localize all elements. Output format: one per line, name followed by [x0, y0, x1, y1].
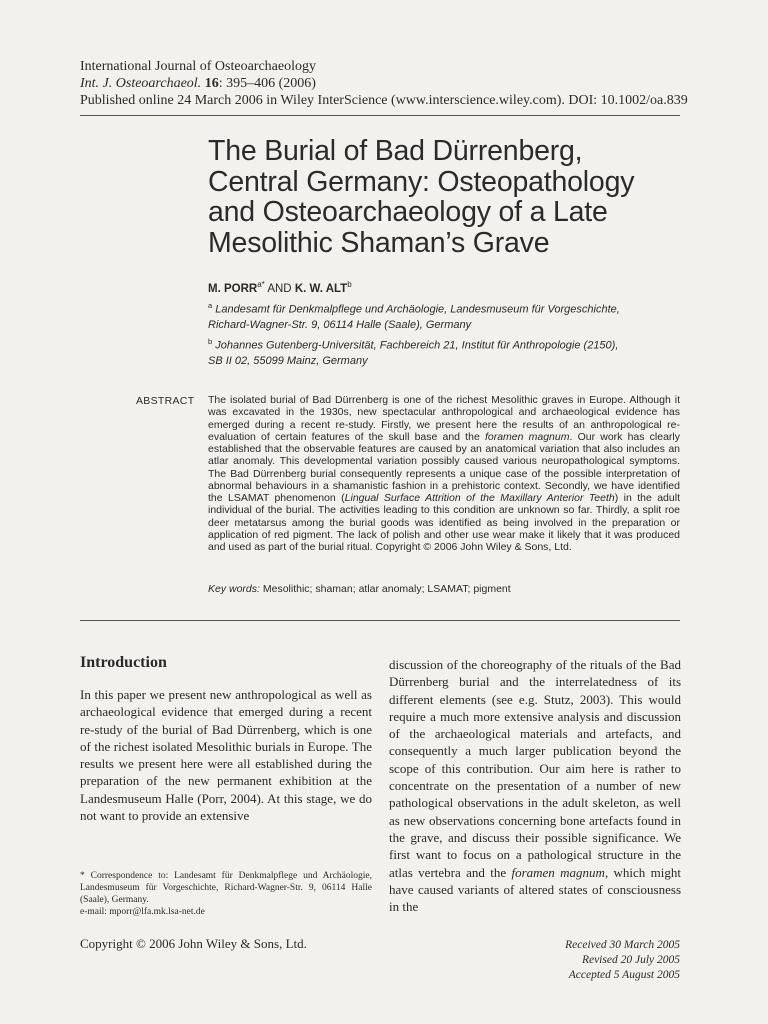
article-title: [208, 136, 698, 258]
journal-pages: : 395–406 (2006): [218, 76, 316, 91]
abstract-text: [208, 394, 680, 553]
title-line: Central Germany: Osteopathology: [208, 165, 635, 198]
journal-name: International Journal of Osteoarchaeology: [80, 59, 316, 74]
journal-header: [80, 58, 700, 109]
date-received: Received 30 March 2005: [565, 939, 680, 951]
abstract-italic: Lingual Surface Attrition of the Maxillary Anterior Teeth: [344, 492, 615, 504]
author-superscript: b: [347, 280, 352, 289]
affiliation-line: SB II 02, 55099 Mainz, Germany: [208, 354, 368, 367]
section-heading: Introduction: [80, 654, 167, 671]
abstract-divider: [80, 620, 680, 621]
manuscript-dates: [565, 938, 680, 983]
intro-column-left: In this paper we present new anthropological as well as archaeological evidence that emerged during a recent re-study of the burial of Bad Dürrenberg, which is one of the richest isolated Mesolithic burials in Europe. The results we present here were all established during the preparation of the new permanent exhibition at the Landesmuseum Halle (Porr, 2004). At this stage, we do not want to provide an extensive: [80, 687, 372, 824]
affiliation-marker: b: [208, 336, 213, 346]
author-conjunction: AND: [267, 282, 292, 295]
author-superscript: a*: [257, 280, 265, 289]
header-divider: [80, 115, 680, 116]
intro-text: , which might have caused variants of altered states of consciousness in the: [389, 864, 681, 915]
journal-citation: [80, 75, 700, 92]
affiliation-marker: a: [208, 301, 213, 310]
title-line: Mesolithic Shaman’s Grave: [208, 226, 550, 259]
affiliation-line: Johannes Gutenberg-Universität, Fachbereich 21, Institut für Anthropologie (2150),: [215, 339, 619, 352]
intro-text: discussion of the choreography of the rituals of the Bad Dürrenberg burial and the interrelatedness of its different elements (see e.g. Stutz, 2003). This would require a much more extensive analysis and discussion of the archaeological materials and artefacts, and consequently a much larger publication beyond the scope of this contribution. Our aim here is rather to concentrate on the presentation of a number of new pathological observations in the adult skeleton, as well as new observations concerning bone artefacts found in the grave, and discuss their possible significance. We first want to focus on a pathological structure in the atlas vertebra and the: [389, 657, 681, 880]
author-line: [208, 280, 352, 295]
intro-column-right: [389, 656, 681, 915]
affiliations: [208, 298, 688, 369]
title-line: The Burial of Bad Dürrenberg,: [208, 135, 583, 167]
author-name: M. PORR: [208, 282, 258, 295]
abstract-italic: foramen magnum: [484, 430, 570, 443]
footnote-email: e-mail: mporr@lfa.mk.lsa-net.de: [80, 907, 205, 917]
copyright-notice: Copyright © 2006 John Wiley & Sons, Ltd.: [80, 936, 307, 951]
journal-published: Published online 24 March 2006 in Wiley InterScience (www.interscience.wiley.com). DOI: 10.1002/oa.839: [80, 93, 688, 108]
affiliation: [208, 298, 688, 334]
date-accepted: Accepted 5 August 2005: [568, 969, 680, 981]
abstract-part: The isolated burial of Bad Dürrenberg is one of the richest Mesolithic graves in Europe. Although it was excavated in the 1930s, new spectacular anthropological and archaeological evidence has emerged during a recent re-study. Firstly, we present here the results of an anthropological re-evaluation of certain features of the skull base and the: [208, 394, 680, 443]
correspondence-footnote: [80, 870, 372, 918]
affiliation: [208, 334, 688, 370]
abstract-part: . Our work has clearly established that the observable features are caused by an anatomical variation that also includes an atlar anomaly. This developmental variation possibly caused various neuropathological symptoms. The Bad Dürrenberg burial consequently represents a unique case of the possible interpretation of abnormal behaviours in a shamanistic fashion in a prehistoric context. Secondly, we have identified the LSAMAT phenomenon (: [208, 430, 681, 504]
journal-abbrev: Int. J. Osteoarchaeol.: [80, 76, 202, 91]
keywords: [208, 583, 511, 595]
affiliation-line: Richard-Wagner-Str. 9, 06114 Halle (Saale), Germany: [208, 319, 472, 332]
intro-italic: foramen magnum: [511, 864, 605, 880]
abstract-part: ) in the adult individual of the burial. The activities leading to this condition are unknown so far. Thirdly, a split roe deer metatarsus among the burial goods was identified as being involved in the preparation or application of red pigment. The lack of polish and other use wear make it likely that it was produced and used as part of the burial ritual. Copyright © 2006 John Wiley & Sons, Ltd.: [208, 492, 680, 553]
title-line: and Osteoarchaeology of a Late: [208, 196, 608, 228]
affiliation-line: Landesamt für Denkmalpflege und Archäologie, Landesmuseum für Vorgeschichte,: [215, 303, 620, 316]
author-name: K. W. ALT: [294, 282, 348, 295]
abstract-label: ABSTRACT: [136, 395, 195, 407]
keywords-label: Key words:: [208, 583, 260, 595]
footnote-address: * Correspondence to: Landesamt für Denkmalpflege und Archäologie, Landesmuseum für Vorgeschichte, Richard-Wagner-Str. 9, 06114 Halle (Saale), Germany.: [80, 871, 372, 905]
journal-volume: 16: [204, 76, 219, 91]
keywords-list: Mesolithic; shaman; atlar anomaly; LSAMAT; pigment: [262, 583, 511, 595]
date-revised: Revised 20 July 2005: [581, 954, 680, 966]
